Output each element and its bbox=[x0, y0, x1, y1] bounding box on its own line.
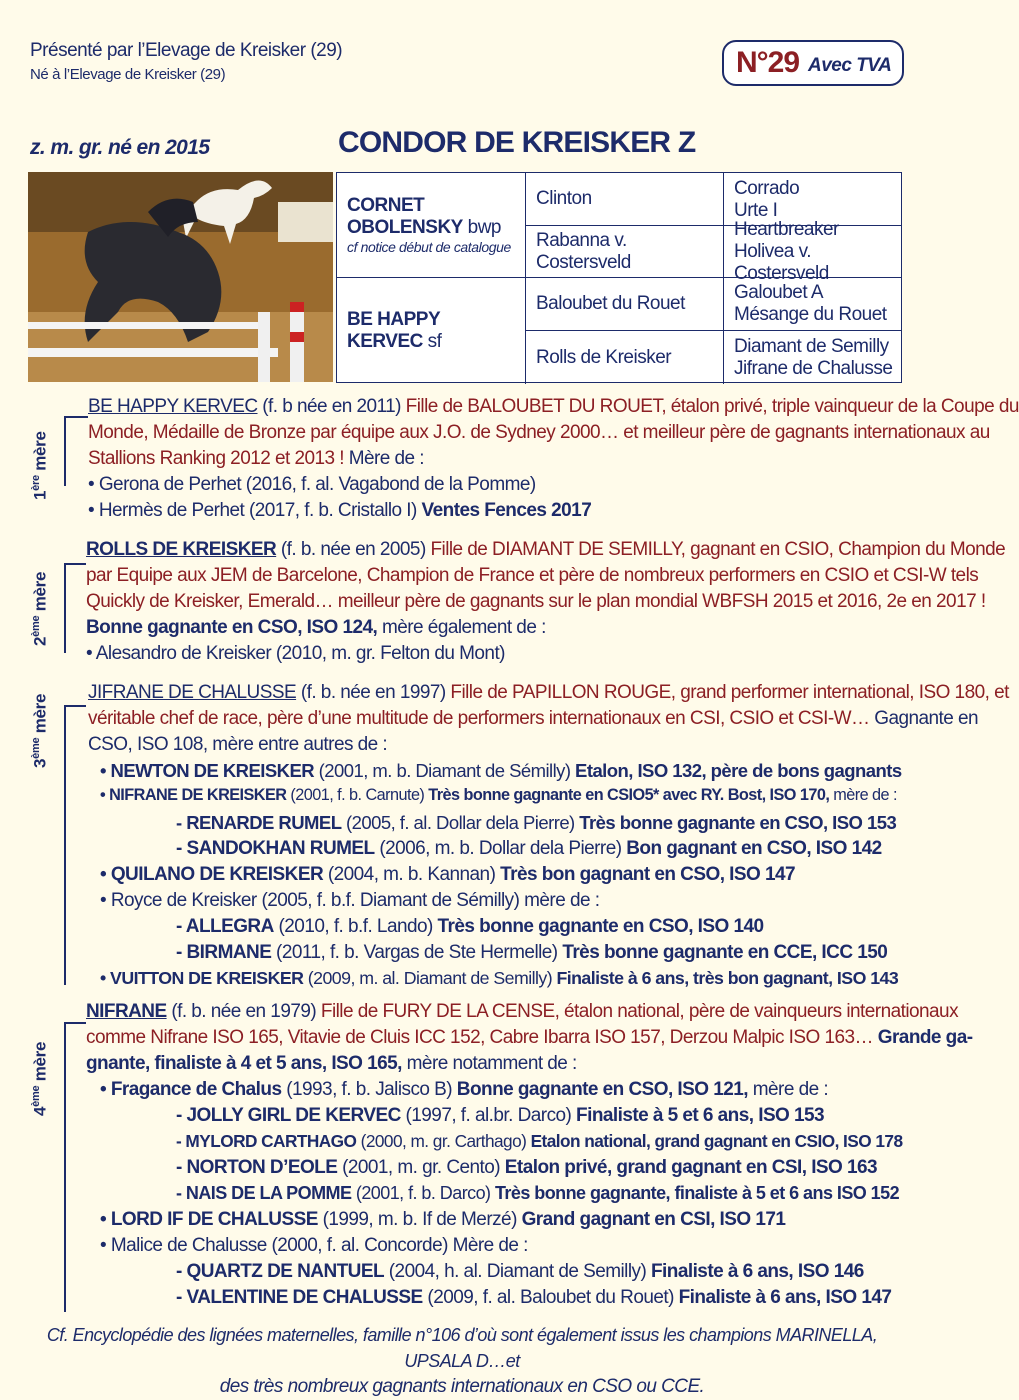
m3-progeny-3: - RENARDE RUMEL (2005, f. al. Dollar dela Pierre) Très bonne gagnante en CSO, ISO 153 bbox=[176, 812, 897, 833]
sire-name-2: OBOLENSKY bbox=[347, 217, 463, 238]
m1-side-label: 1ère mère bbox=[30, 431, 50, 500]
m1-progeny-2: • Hermès de Perhet (2017, f. b. Cristallo I) Ventes Fences 2017 bbox=[88, 500, 592, 521]
sire-name-1: CORNET bbox=[347, 195, 425, 216]
m1-dam-name: BE HAPPY KERVEC bbox=[88, 396, 258, 417]
footer-note bbox=[20, 1322, 904, 1400]
dam-breed: sf bbox=[427, 331, 442, 352]
vat-label: Avec TVA bbox=[808, 55, 892, 76]
m1-bracket bbox=[64, 416, 88, 486]
m4-progeny-6: • LORD IF DE CHALUSSE (1999, m. b. If de Merzé) Grand gagnant en CSI, ISO 171 bbox=[100, 1209, 786, 1230]
pedigree-g3-78 bbox=[724, 331, 901, 384]
m3-progeny-6: • Royce de Kreisker (2005, f. b.f. Diamant de Sémilly) mère de : bbox=[100, 890, 600, 911]
dam-name-2: KERVEC bbox=[347, 331, 423, 352]
m4-bracket bbox=[64, 1022, 86, 1312]
m4-line-3: gnante, finaliste à 4 et 5 ans, ISO 165, mère notamment de : bbox=[86, 1053, 577, 1074]
pedigree-dam bbox=[337, 278, 526, 384]
horse-description: z. m. gr. né en 2015 bbox=[30, 136, 210, 159]
m3-bracket bbox=[64, 705, 86, 985]
m3-progeny-8: - BIRMANE (2011, f. b. Vargas de Ste Hermelle) Très bonne gagnante en CCE, ICC 150 bbox=[176, 942, 888, 963]
lot-badge bbox=[722, 40, 904, 86]
pedigree-g2-3: Baloubet du Rouet bbox=[526, 278, 724, 331]
pedigree-g3-56 bbox=[724, 278, 901, 331]
pedigree-g3-6: Mésange du Rouet bbox=[734, 304, 887, 325]
m3-progeny-4: - SANDOKHAN RUMEL (2006, m. b. Dollar dela Pierre) Bon gagnant en CSO, ISO 142 bbox=[176, 838, 882, 859]
horse-name: CONDOR DE KREISKER Z bbox=[338, 126, 696, 159]
m3-progeny-5: • QUILANO DE KREISKER (2004, m. b. Kannan) Très bon gagnant en CSO, ISO 147 bbox=[100, 864, 796, 885]
m2-bracket bbox=[64, 563, 86, 653]
m3-side-label: 3ème mère bbox=[30, 693, 50, 768]
pedigree-g3-2: Urte I bbox=[734, 200, 778, 221]
m4-progeny-2: - JOLLY GIRL DE KERVEC (1997, f. al.br. Darco) Finaliste à 5 et 6 ans, ISO 153 bbox=[176, 1105, 825, 1126]
m4-dam-name: NIFRANE bbox=[86, 1001, 167, 1022]
pedigree-g3-7: Diamant de Semilly bbox=[734, 335, 889, 357]
m3-dam-name: JIFRANE DE CHALUSSE bbox=[88, 682, 297, 703]
m2-line-3: Quickly de Kreisker, Emerald… meilleur père de gagnants sur le plan mondial WBFSH 2015 et 2016, 2e en 2017 ! bbox=[86, 591, 986, 612]
lot-number: N°29 bbox=[736, 46, 800, 79]
m2-line-2: par Equipe aux JEM de Barcelone, Champion de France et père de nombreux performers en CSIO et CSI-W tels bbox=[86, 565, 979, 586]
m2-line-1: ROLLS DE KREISKER (f. b. née en 2005) Fille de DIAMANT DE SEMILLY, gagnant en CSIO, Champion du Monde bbox=[86, 539, 1006, 560]
m1-progeny-1: • Gerona de Perhet (2016, f. al. Vagabond de la Pomme) bbox=[88, 474, 536, 495]
m4-side-label: 4ème mère bbox=[30, 1041, 50, 1116]
m4-progeny-3: - MYLORD CARTHAGO (2000, m. gr. Carthago) Etalon national, grand gagnant en CSIO, ISO 178 bbox=[176, 1131, 903, 1151]
pedigree-g3-5: Galoubet A bbox=[734, 282, 824, 303]
horse-photo bbox=[28, 172, 333, 382]
m1-line-2: Monde, Médaille de Bronze par équipe aux J.O. de Sydney 2000… et meilleur père de gagnants internationaux au bbox=[88, 422, 990, 443]
m1-line-1: BE HAPPY KERVEC (f. b née en 2011) Fille de BALOUBET DU ROUET, étalon privé, triple vainqueur de la Coupe du bbox=[88, 396, 1019, 417]
m4-progeny-8: - QUARTZ DE NANTUEL (2004, h. al. Diamant de Semilly) Finaliste à 6 ans, ISO 146 bbox=[176, 1261, 864, 1282]
pedigree-g2-2: Rabanna v. Costersveld bbox=[526, 226, 724, 278]
m4-progeny-7: • Malice de Chalusse (2000, f. al. Concorde) Mère de : bbox=[100, 1235, 528, 1256]
pedigree-g3-8: Jifrane de Chalusse bbox=[734, 357, 893, 379]
m4-progeny-9: - VALENTINE DE CHALUSSE (2009, f. al. Baloubet du Rouet) Finaliste à 6 ans, ISO 147 bbox=[176, 1287, 892, 1308]
m4-progeny-5: - NAIS DE LA POMME (2001, f. b. Darco) Très bonne gagnante, finaliste à 5 et 6 ans ISO 152 bbox=[176, 1183, 900, 1203]
pedigree-sire bbox=[337, 173, 526, 278]
sire-note: cf notice début de catalogue bbox=[347, 239, 511, 255]
m3-line-2: véritable chef de race, père d’une multitude de performers internationaux en CSI, CSIO et CSI-W… Gagnante en bbox=[88, 708, 979, 729]
m3-progeny-7: - ALLEGRA (2010, f. b.f. Lando) Très bonne gagnante en CSO, ISO 140 bbox=[176, 916, 764, 937]
m4-progeny-4: - NORTON D’EOLE (2001, m. gr. Cento) Etalon privé, grand gagnant en CSI, ISO 163 bbox=[176, 1157, 878, 1178]
m4-line-1: NIFRANE (f. b. née en 1979) Fille de FURY DE LA CENSE, étalon national, père de vainqueurs internationaux bbox=[86, 1001, 959, 1022]
m2-line-4: Bonne gagnante en CSO, ISO 124, mère également de : bbox=[86, 617, 546, 638]
m3-line-3: CSO, ISO 108, mère entre autres de : bbox=[88, 734, 388, 755]
born-at: Né à l’Elevage de Kreisker (29) bbox=[30, 66, 226, 83]
footer-line-2: des très nombreux gagnants internationaux en CSO ou CCE. bbox=[219, 1376, 705, 1397]
m3-progeny-2: • NIFRANE DE KREISKER (2001, f. b. Carnute) Très bonne gagnante en CSIO5* avec RY. Bost, ISO 170, mère de : bbox=[100, 786, 897, 804]
pedigree-table bbox=[336, 172, 902, 383]
m2-progeny-1: • Alesandro de Kreisker (2010, m. gr. Felton du Mont) bbox=[86, 643, 505, 664]
m2-side-label: 2ème mère bbox=[30, 571, 50, 646]
dam-name-1: BE HAPPY bbox=[347, 309, 441, 330]
m4-progeny-1: • Fragance de Chalus (1993, f. b. Jalisco B) Bonne gagnante en CSO, ISO 121, mère de : bbox=[100, 1079, 829, 1100]
m3-line-1: JIFRANE DE CHALUSSE (f. b. née en 1997) Fille de PAPILLON ROUGE, grand performer international, ISO 180, et bbox=[88, 682, 1009, 703]
horse-photo-illustration bbox=[28, 172, 333, 382]
pedigree-g3-3: Heartbreaker bbox=[734, 218, 839, 240]
m3-progeny-1: • NEWTON DE KREISKER (2001, m. b. Diamant de Sémilly) Etalon, ISO 132, père de bons gagnants bbox=[100, 760, 902, 781]
m2-dam-name: ROLLS DE KREISKER bbox=[86, 539, 277, 560]
sire-breed: bwp bbox=[467, 217, 501, 238]
m4-line-2: comme Nifrane ISO 165, Vitavie de Cluis ICC 152, Cabre Ibarra ISO 157, Derzou Malpic ISO 163… Grande ga- bbox=[86, 1027, 973, 1048]
footer-line-1: Cf. Encyclopédie des lignées maternelles, famille n°106 d’où sont également issus les champions MARINELLA, UPSALA D…et bbox=[46, 1325, 878, 1371]
pedigree-g2-4: Rolls de Kreisker bbox=[526, 331, 724, 384]
m1-line-3: Stallions Ranking 2012 et 2013 ! Mère de : bbox=[88, 448, 425, 469]
m3-progeny-9: • VUITTON DE KREISKER (2009, m. al. Diamant de Semilly) Finaliste à 6 ans, très bon gagnant, ISO 143 bbox=[100, 968, 899, 988]
pedigree-g3-1: Corrado bbox=[734, 178, 800, 199]
presented-by: Présenté par l’Elevage de Kreisker (29) bbox=[30, 40, 343, 61]
pedigree-g3-34 bbox=[724, 218, 901, 284]
pedigree-g3-4: Holivea v. Costersveld bbox=[734, 240, 829, 284]
pedigree-g2-1: Clinton bbox=[526, 173, 724, 226]
